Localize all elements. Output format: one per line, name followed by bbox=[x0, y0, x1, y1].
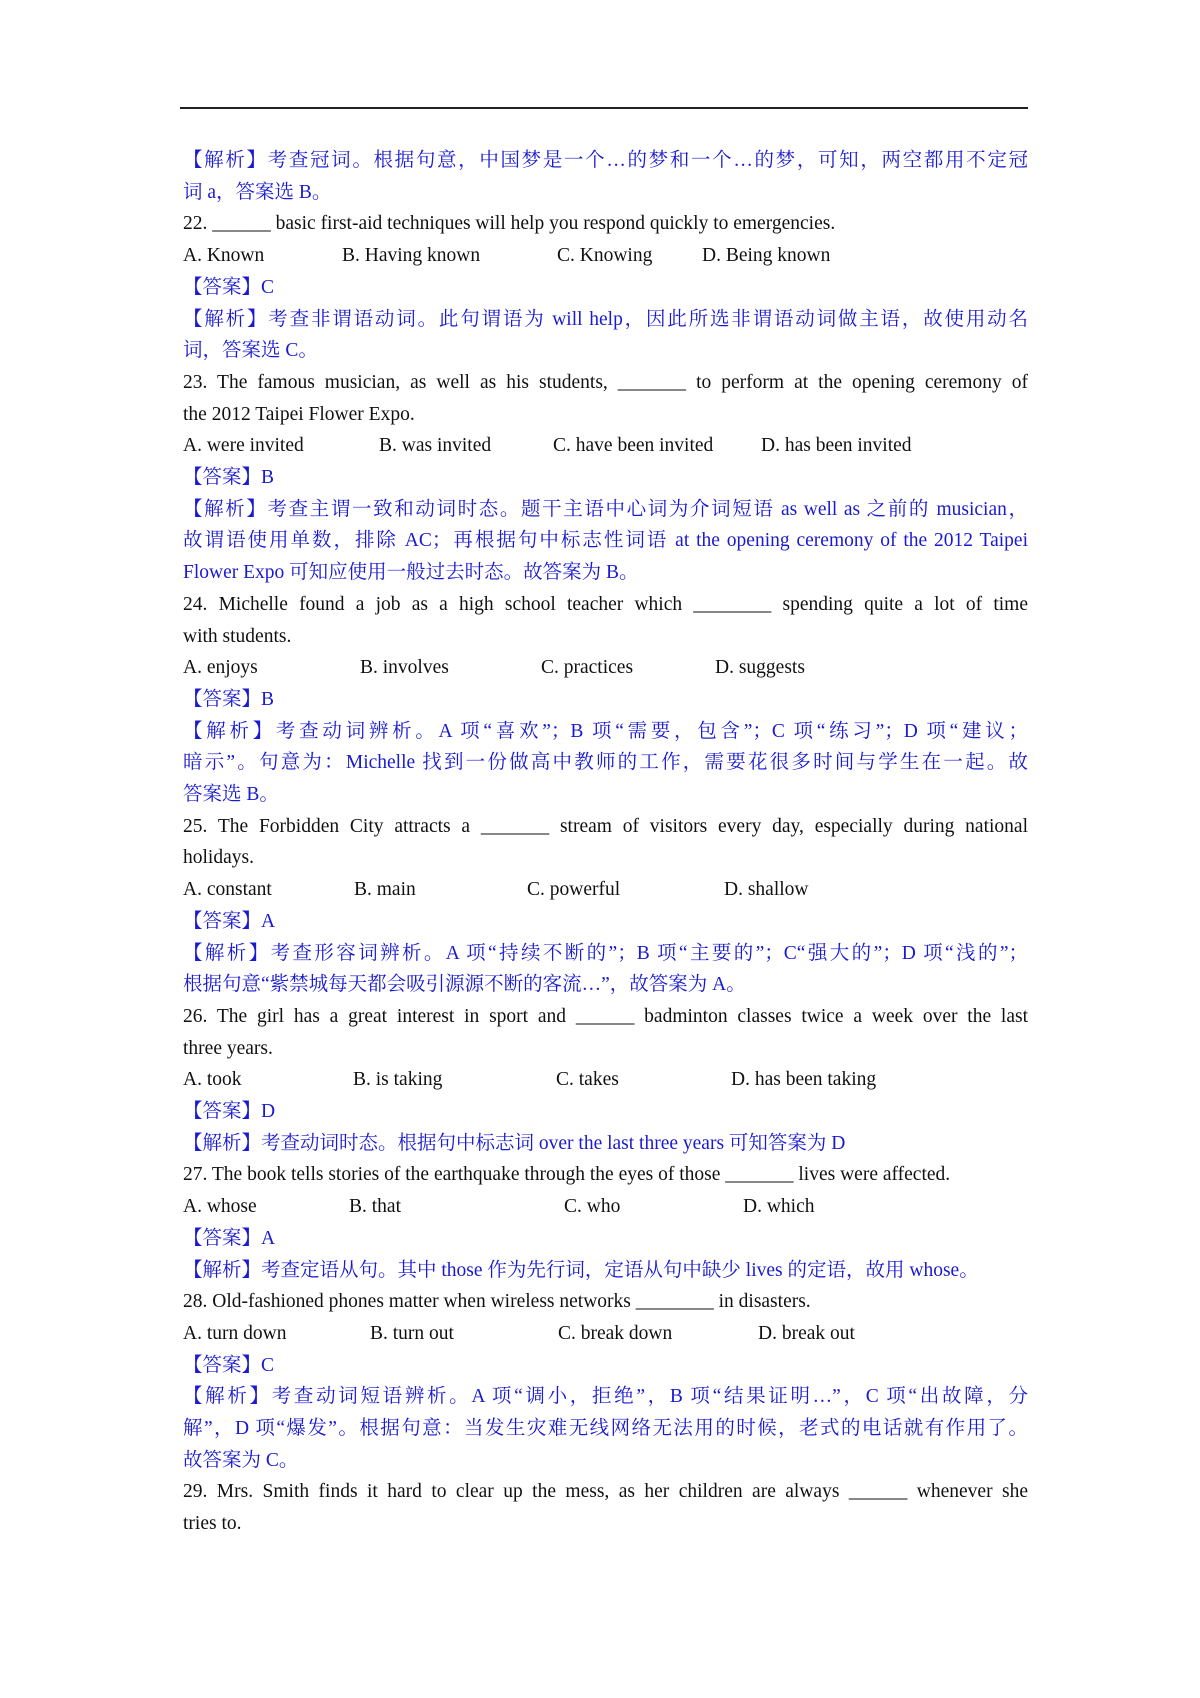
question-line: 24. Michelle found a job as a high school teacher which ________ spending quite a lot of time bbox=[183, 593, 1028, 615]
q28-question bbox=[183, 1286, 1028, 1318]
question-line: 22. ______ basic first-aid techniques will help you respond quickly to emergencies. bbox=[183, 213, 836, 235]
analysis-line: 故答案为 C。 bbox=[183, 1449, 299, 1471]
option-a: A. constant bbox=[183, 879, 272, 901]
option-d: D. Being known bbox=[702, 245, 831, 267]
option-b: B. main bbox=[354, 879, 416, 901]
q24-analysis bbox=[183, 716, 1028, 811]
option-a: A. took bbox=[183, 1069, 242, 1091]
option-c: C. break down bbox=[558, 1322, 673, 1344]
analysis-line: 【解析】考查动词时态。根据句中标志词 over the last three years 可知答案为 D bbox=[183, 1132, 846, 1154]
q24-answer: 【答案】B bbox=[183, 688, 275, 710]
analysis-line: 【解析】考查动词辨析。A 项“喜欢”；B 项“需要，包含”；C 项“练习”；D 项“建议； bbox=[183, 720, 1028, 742]
option-b: B. was invited bbox=[379, 435, 492, 457]
q23-question bbox=[183, 367, 1028, 430]
option-b: B. that bbox=[349, 1196, 401, 1218]
analysis-line: 【解析】考查冠词。根据句意，中国梦是一个…的梦和一个…的梦，可知，两空都用不定冠 bbox=[183, 150, 1028, 171]
question-line: with students. bbox=[183, 625, 292, 647]
option-a: A. whose bbox=[183, 1196, 257, 1218]
q26-analysis bbox=[183, 1128, 1028, 1160]
question-line: holidays. bbox=[183, 847, 254, 869]
question-line: 26. The girl has a great interest in sport and ______ badminton classes twice a week over the last bbox=[183, 1005, 1028, 1027]
q22-analysis bbox=[183, 304, 1028, 367]
q27-answer: 【答案】A bbox=[183, 1227, 276, 1249]
analysis-line: 故谓语使用单数，排除 AC；再根据句中标志性词语 at the opening ceremony of the 2012 Taipei bbox=[183, 530, 1028, 552]
q25-options bbox=[183, 874, 1028, 906]
question-line: the 2012 Taipei Flower Expo. bbox=[183, 403, 415, 425]
analysis-line: 解”，D 项“爆发”。根据句意：当发生灾难无线网络无法用的时候，老式的电话就有作用了。 bbox=[183, 1418, 1028, 1440]
option-b: B. involves bbox=[360, 657, 449, 679]
q27-analysis bbox=[183, 1255, 1028, 1287]
question-line: 25. The Forbidden City attracts a _______ stream of visitors every day, especially during national bbox=[183, 815, 1028, 837]
option-b: B. Having known bbox=[342, 245, 481, 267]
document-body bbox=[183, 145, 1028, 1540]
q23-answer: 【答案】B bbox=[183, 467, 275, 488]
question-line: three years. bbox=[183, 1037, 273, 1059]
option-d: D. which bbox=[743, 1196, 815, 1218]
question-line: 28. Old-fashioned phones matter when wireless networks ________ in disasters. bbox=[183, 1291, 811, 1313]
q28-options bbox=[183, 1318, 1028, 1350]
option-b: B. is taking bbox=[353, 1069, 443, 1091]
q24-options bbox=[183, 652, 1028, 684]
q25-question bbox=[183, 811, 1028, 874]
option-c: C. Knowing bbox=[557, 245, 653, 267]
option-c: C. powerful bbox=[527, 879, 621, 901]
analysis-line: 【解析】考查主谓一致和动词时态。题干主语中心词为介词短语 as well as 之前的 musician， bbox=[183, 498, 1028, 520]
analysis-line: 【解析】考查定语从句。其中 those 作为先行词，定语从句中缺少 lives 的定语，故用 whose。 bbox=[183, 1259, 979, 1281]
analysis-line: 根据句意“紫禁城每天都会吸引源源不断的客流…”，故答案为 A。 bbox=[183, 974, 746, 996]
q21-analysis bbox=[183, 145, 1028, 208]
q24-question bbox=[183, 589, 1028, 652]
option-a: A. were invited bbox=[183, 435, 304, 457]
q25-answer: 【答案】A bbox=[183, 910, 276, 932]
question-line: 23. The famous musician, as well as his students, _______ to perform at the opening ceremony of bbox=[183, 371, 1028, 393]
question-line: 29. Mrs. Smith finds it hard to clear up the mess, as her children are always ______ whenever she bbox=[183, 1481, 1028, 1503]
q28-analysis bbox=[183, 1381, 1028, 1476]
header-rule bbox=[180, 107, 1028, 109]
q22-answer: 【答案】C bbox=[183, 276, 275, 298]
q26-options bbox=[183, 1064, 1028, 1096]
analysis-line: 词，答案选 C。 bbox=[183, 340, 318, 362]
analysis-line: 【解析】考查形容词辨析。A 项“持续不断的”；B 项“主要的”；C“强大的”；D 项“浅的”； bbox=[183, 942, 1028, 964]
option-a: A. enjoys bbox=[183, 657, 258, 679]
option-d: D. break out bbox=[758, 1322, 855, 1344]
q23-options bbox=[183, 430, 1028, 462]
analysis-line: 词 a，答案选 B。 bbox=[183, 181, 332, 203]
q29-question bbox=[183, 1476, 1028, 1539]
option-a: A. turn down bbox=[183, 1322, 287, 1344]
option-c: C. practices bbox=[541, 657, 634, 679]
option-c: C. have been invited bbox=[553, 435, 714, 457]
q27-options bbox=[183, 1191, 1028, 1223]
option-a: A. Known bbox=[183, 245, 265, 267]
q22-question bbox=[183, 208, 1028, 240]
q25-analysis bbox=[183, 938, 1028, 1001]
option-d: D. has been taking bbox=[731, 1069, 877, 1091]
option-c: C. takes bbox=[556, 1069, 619, 1091]
analysis-line: 暗示”。句意为：Michelle 找到一份做高中教师的工作，需要花很多时间与学生在一起。故 bbox=[183, 752, 1028, 774]
q22-options bbox=[183, 240, 1028, 272]
option-c: C. who bbox=[564, 1196, 621, 1218]
q26-question bbox=[183, 1001, 1028, 1064]
analysis-line: 【解析】考查动词短语辨析。A 项“调小，拒绝”，B 项“结果证明…”，C 项“出故障，分 bbox=[183, 1386, 1028, 1408]
option-d: D. suggests bbox=[715, 657, 805, 679]
question-line: tries to. bbox=[183, 1513, 242, 1535]
q28-answer: 【答案】C bbox=[183, 1354, 275, 1376]
q26-answer: 【答案】D bbox=[183, 1101, 276, 1123]
analysis-line: 答案选 B。 bbox=[183, 784, 279, 806]
option-b: B. turn out bbox=[370, 1322, 454, 1344]
question-line: 27. The book tells stories of the earthquake through the eyes of those _______ lives were affected. bbox=[183, 1164, 951, 1186]
analysis-line: Flower Expo 可知应使用一般过去时态。故答案为 B。 bbox=[183, 562, 639, 584]
option-d: D. has been invited bbox=[761, 435, 912, 457]
q27-question bbox=[183, 1159, 1028, 1191]
analysis-line: 【解析】考查非谓语动词。此句谓语为 will help，因此所选非谓语动词做主语，故使用动名 bbox=[183, 308, 1028, 330]
q23-analysis bbox=[183, 494, 1028, 589]
option-d: D. shallow bbox=[724, 879, 809, 901]
